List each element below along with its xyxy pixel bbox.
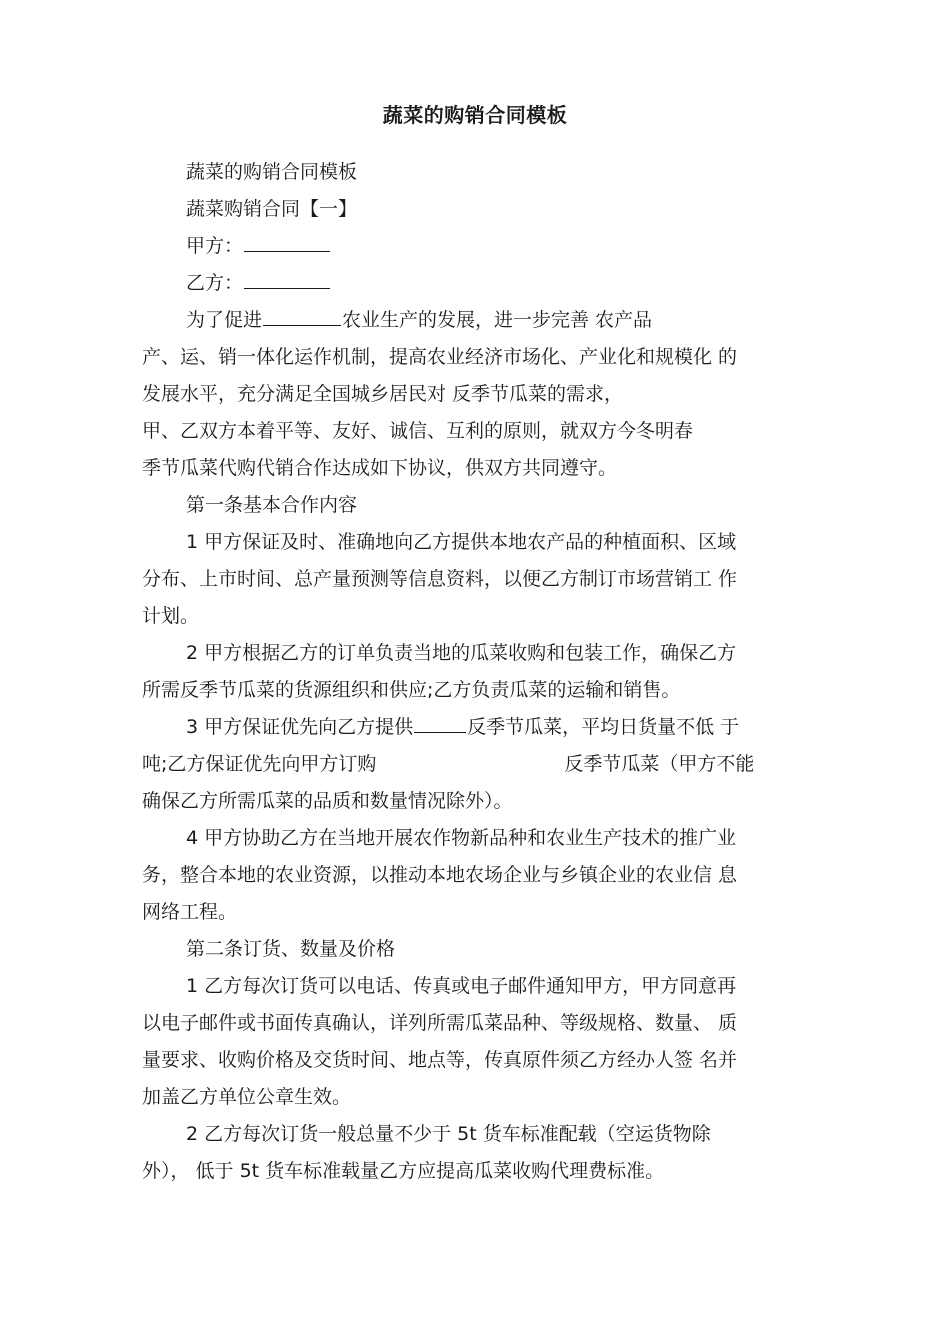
paragraph-line: 蔬菜的购销合同模板 [186, 161, 358, 183]
paragraph-line: 量要求、收购价格及交货时间、地点等，传真原件须乙方经办人签 名并 [142, 1049, 738, 1071]
party-a-blank [244, 233, 330, 252]
paragraph-line: 2 甲方根据乙方的订单负责当地的瓜菜收购和包装工作，确保乙方 [186, 642, 737, 664]
section-heading: 第二条订货、数量及价格 [186, 938, 396, 960]
fill-blank [414, 714, 466, 733]
text-segment: 3 甲方保证优先向乙方提供 [186, 716, 414, 738]
text-segment: 产、运、销一体化运作机制，提高农业经济市场化、产业化和规模化 的 [142, 346, 738, 368]
text-segment: 反季节瓜菜（甲方不能 [564, 753, 755, 775]
paragraph-line: 季节瓜菜代购代销合作达成如下协议，供双方共同遵守。 [142, 457, 618, 479]
paragraph-line: 网络工程。 [142, 901, 238, 923]
party-b-line [142, 265, 814, 302]
paragraph-line: 4 甲方协助乙方在当地开展农作物新品种和农业生产技术的推广业 [186, 827, 737, 849]
fill-blank [263, 307, 341, 326]
paragraph-line: 1 乙方每次订货可以电话、传真或电子邮件通知甲方，甲方同意再 [186, 975, 737, 997]
paragraph-line: 发展水平，充分满足全国城乡居民对 反季节瓜菜的需求， [142, 383, 624, 405]
paragraph-line: 确保乙方所需瓜菜的品质和数量情况除外）。 [142, 790, 513, 812]
paragraph-line: 计划。 [142, 605, 200, 627]
text-segment: 为了促进 [186, 309, 263, 331]
party-a-label: 甲方： [186, 235, 244, 257]
paragraph-line: 以电子邮件或书面传真确认，详列所需瓜菜品种、等级规格、数量、 质 [142, 1012, 738, 1034]
party-a-line [142, 228, 814, 265]
paragraph-line [142, 339, 814, 376]
party-b-blank [244, 270, 330, 289]
paragraph-line: 1 甲方保证及时、准确地向乙方提供本地农产品的种植面积、区域 [186, 531, 737, 553]
text-segment: 吨;乙方保证优先向甲方订购 [142, 753, 377, 775]
paragraph-line: 加盖乙方单位公章生效。 [142, 1086, 352, 1108]
paragraph-line: 2 乙方每次订货一般总量不少于 5t 货车标准配载（空运货物除 [186, 1123, 711, 1145]
section-heading: 第一条基本合作内容 [186, 494, 358, 516]
document-title: 蔬菜的购销合同模板 [382, 103, 568, 127]
party-b-label: 乙方： [186, 272, 244, 294]
text-segment: 反季节瓜菜，平均日货量不低 于 [467, 716, 740, 738]
paragraph-line: 甲、乙双方本着平等、友好、诚信、互利的原则，就双方今冬明春 [142, 420, 694, 442]
document-body [142, 154, 814, 1190]
paragraph-line: 外）， 低于 5t 货车标准载量乙方应提高瓜菜收购代理费标准。 [142, 1160, 665, 1182]
paragraph-line [142, 746, 814, 783]
paragraph-line [142, 709, 814, 746]
paragraph-line: 务，整合本地的农业资源，以推动本地农场企业与乡镇企业的农业信 息 [142, 864, 738, 886]
contract-subtitle: 蔬菜购销合同【一】 [186, 198, 358, 220]
text-segment: 农业生产的发展，进一步完善 农产品 [342, 309, 653, 331]
paragraph-line: 分布、上市时间、总产量预测等信息资料，以便乙方制订市场营销工 作 [142, 568, 738, 590]
paragraph-line: 所需反季节瓜菜的货源组织和供应;乙方负责瓜菜的运输和销售。 [142, 679, 681, 701]
paragraph-line [142, 302, 814, 339]
